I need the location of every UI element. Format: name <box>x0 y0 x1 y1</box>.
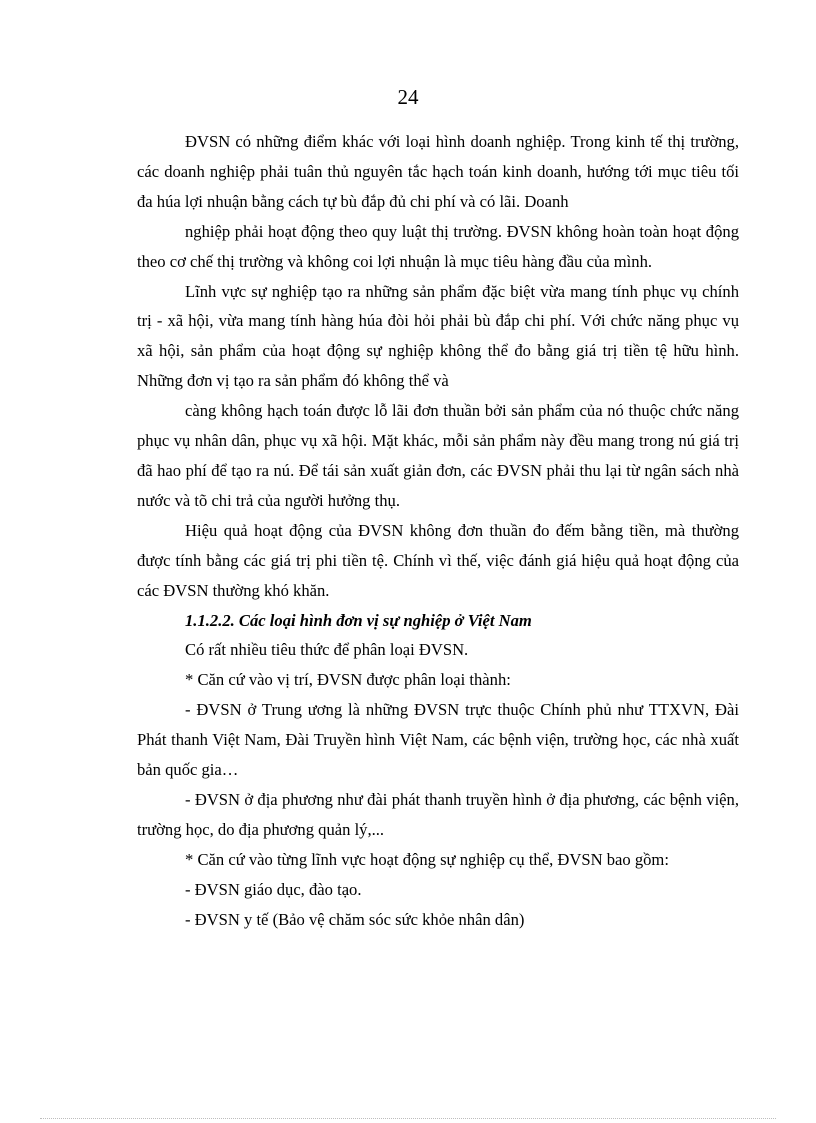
list-item-health: - ĐVSN y tế (Bảo vệ chăm sóc sức khỏe nhân dân) <box>185 909 525 929</box>
paragraph-profit-accounting: càng không hạch toán được lỗ lãi đơn thuần bởi sản phẩm của nó thuộc chức năng phục vụ nhân dân, phục vụ xã hội. Mặt khác, mỗi sản phẩm này đều mang trong nú giá trị đã hao phí để tạo ra nú. Để tái sản xuất giản đơn, các ĐVSN phải thu lại từ ngân sách nhà nước và tõ chi trả của người hưởng thụ. <box>137 401 739 510</box>
list-item-central: - ĐVSN ở Trung ương là những ĐVSN trực thuộc Chính phủ như TTXVN, Đài Phát thanh Việt Nam, Đài Truyền hình Việt Nam, các bệnh viện, trường học, các nhà xuất bản quốc gia… <box>137 700 739 780</box>
list-item-local: - ĐVSN ở địa phương như đài phát thanh truyền hình ở địa phương, các bệnh viện, trường học, do địa phương quản lý,... <box>137 789 739 839</box>
paragraph-dvsn-differences: ĐVSN có những điểm khác với loại hình doanh nghiệp. Trong kinh tế thị trường, các doanh nghiệp phải tuân thủ nguyên tắc hạch toán kinh doanh, hướng tới mục tiêu tối đa húa lợi nhuận bằng cách tự bù đắp đủ chi phí và có lãi. Doanh <box>137 132 739 211</box>
paragraph-classification-intro: Có rất nhiều tiêu thức để phân loại ĐVSN. <box>185 640 469 660</box>
footer-divider <box>40 1118 776 1119</box>
page-number: 24 <box>397 85 419 109</box>
section-heading: 1.1.2.2. Các loại hình đơn vị sự nghiệp ở Việt Nam <box>185 610 532 630</box>
document-body <box>137 127 739 934</box>
paragraph-special-products: Lĩnh vực sự nghiệp tạo ra những sản phẩm đặc biệt vừa mang tính phục vụ chính trị - xã hội, vừa mang tính hàng húa đòi hỏi phải bù đắp chi phí. Với chức năng phục vụ xã hội, sản phẩm của hoạt động sự nghiệp không thể đo bằng giá trị tiền tệ hữu hình. Những đơn vị tạo ra sản phẩm đó không thể và <box>137 281 739 391</box>
list-heading-by-location: * Căn cứ vào vị trí, ĐVSN được phân loại thành: <box>185 670 511 690</box>
paragraph-efficiency: Hiệu quả hoạt động của ĐVSN không đơn thuần đo đếm bằng tiền, mà thường được tính bằng các giá trị phi tiền tệ. Chính vì thế, việc đánh giá hiệu quả hoạt động của các ĐVSN thường khó khăn. <box>137 520 739 600</box>
list-item-education: - ĐVSN giáo dục, đào tạo. <box>185 879 362 899</box>
paragraph-dvsn-market-mechanism: nghiệp phải hoạt động theo quy luật thị trường. ĐVSN không hoàn toàn hoạt động theo cơ chế thị trường và không coi lợi nhuận là mục tiêu hàng đầu của mình. <box>137 221 739 271</box>
list-heading-by-field: * Căn cứ vào từng lĩnh vực hoạt động sự nghiệp cụ thể, ĐVSN bao gồm: <box>185 849 669 869</box>
